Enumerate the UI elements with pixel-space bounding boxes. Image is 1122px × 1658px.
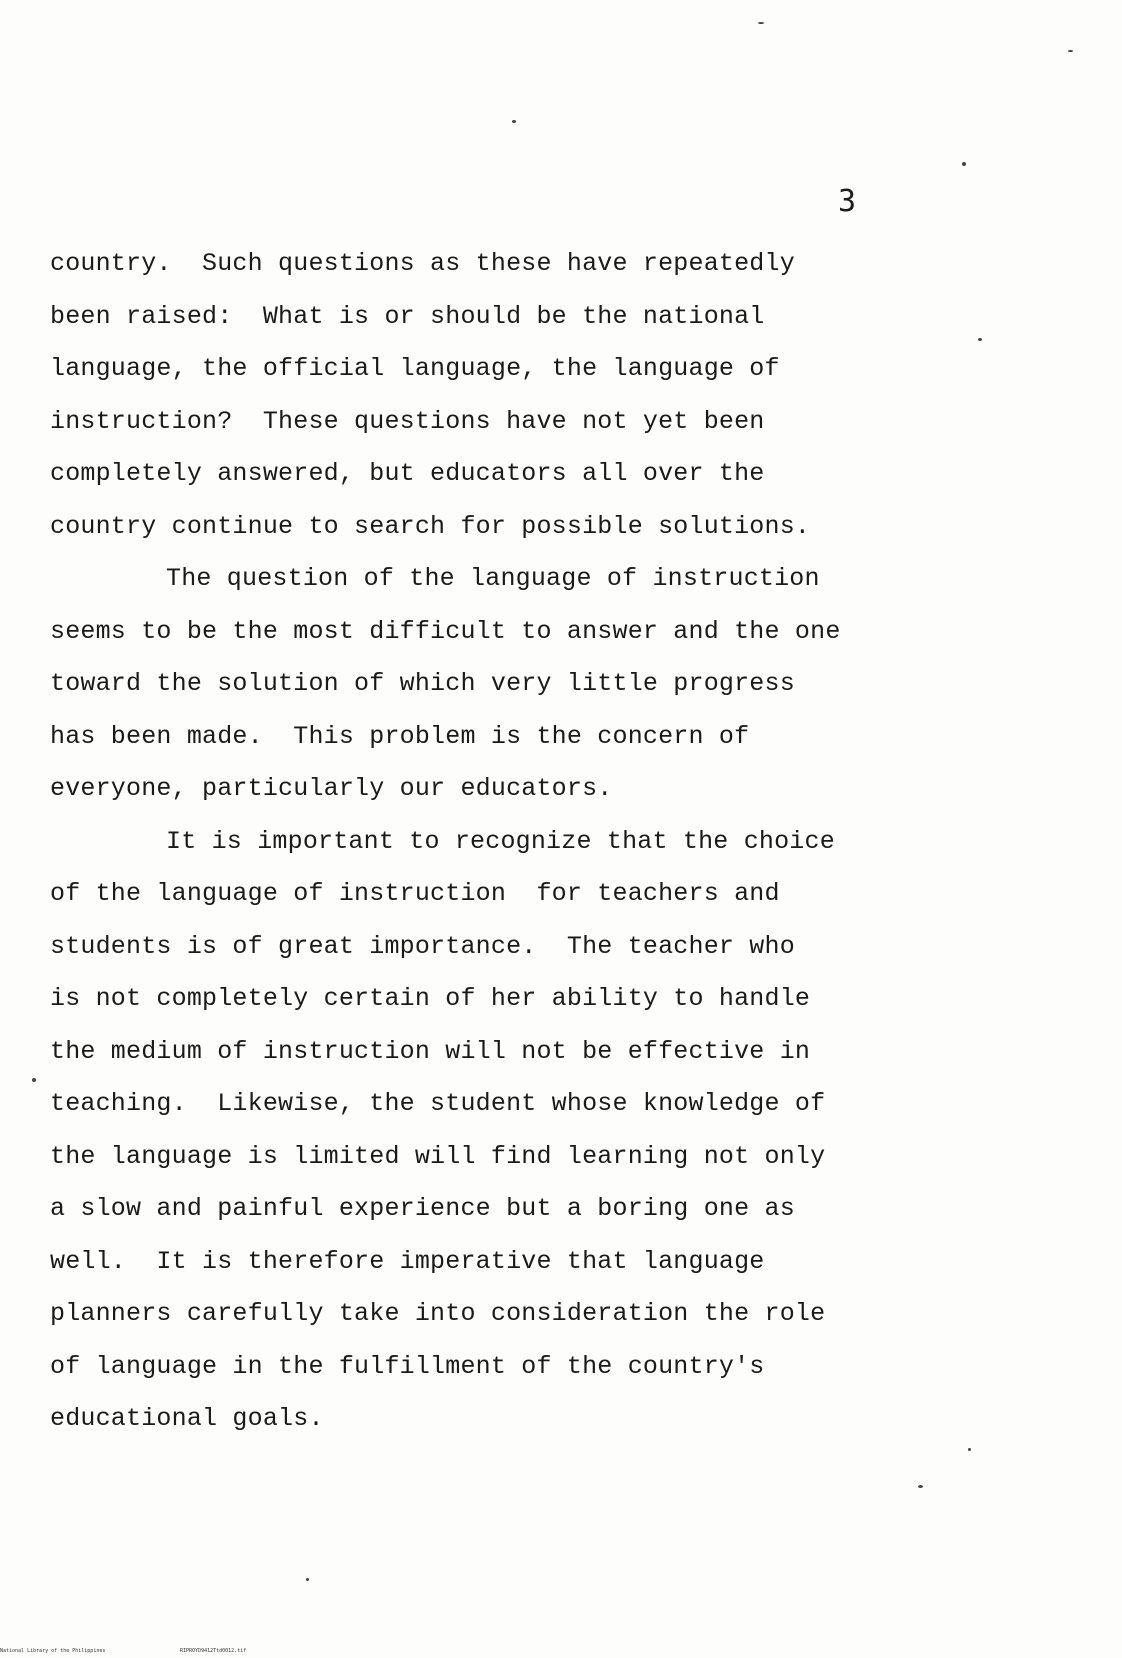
text-line: is not completely certain of her ability to handle (50, 984, 811, 1013)
text-line: the medium of instruction will not be effective in (50, 1036, 811, 1066)
text-line: seems to be the most difficult to answer and the one (50, 616, 841, 646)
text-line: completely answered, but educators all over the (50, 459, 765, 488)
body-text (50, 238, 1050, 1446)
scan-speck (962, 162, 966, 166)
scan-speck (758, 22, 764, 24)
scan-speck (968, 1448, 971, 1451)
text-line: teaching. Likewise, the student whose knowledge of (50, 1089, 826, 1118)
scan-speck (1068, 50, 1073, 52)
text-line: language, the official language, the language of (50, 354, 780, 383)
text-line: the language is limited will find learning not only (50, 1141, 826, 1171)
text-line: everyone, particularly our educators. (50, 774, 613, 803)
text-line: educational goals. (50, 1404, 324, 1433)
scan-footer (0, 1648, 247, 1654)
text-line: planners carefully take into consideration the role (50, 1299, 826, 1328)
footer-file: RIPROYD9412Ttd0012.tif (180, 1648, 247, 1654)
text-line: a slow and painful experience but a boring one as (50, 1194, 795, 1223)
text-line: has been made. This problem is the concern of (50, 721, 750, 751)
text-line: toward the solution of which very little progress (50, 669, 795, 698)
text-line: of the language of instruction for teachers and (50, 879, 780, 908)
scan-speck (306, 1578, 309, 1581)
text-line: instruction? These questions have not yet been (50, 406, 765, 436)
scan-speck (32, 1078, 36, 1082)
footer-library: National Library of the Philippines (0, 1648, 106, 1654)
text-line: of language in the fulfillment of the country's (50, 1351, 765, 1381)
scan-speck (918, 1485, 923, 1488)
text-line: country. Such questions as these have repeatedly (50, 249, 795, 278)
paragraph-start-line: The question of the language of instruction (166, 564, 820, 593)
scan-speck (512, 120, 516, 123)
text-line: been raised: What is or should be the national (50, 301, 765, 331)
page-number: 3 (838, 184, 857, 219)
paragraph-start-line: It is important to recognize that the choice (166, 826, 835, 856)
text-line: students is of great importance. The teacher who (50, 931, 795, 961)
text-line: country continue to search for possible solutions. (50, 511, 811, 541)
scan-speck (978, 338, 982, 341)
text-line: well. It is therefore imperative that language (50, 1246, 765, 1276)
